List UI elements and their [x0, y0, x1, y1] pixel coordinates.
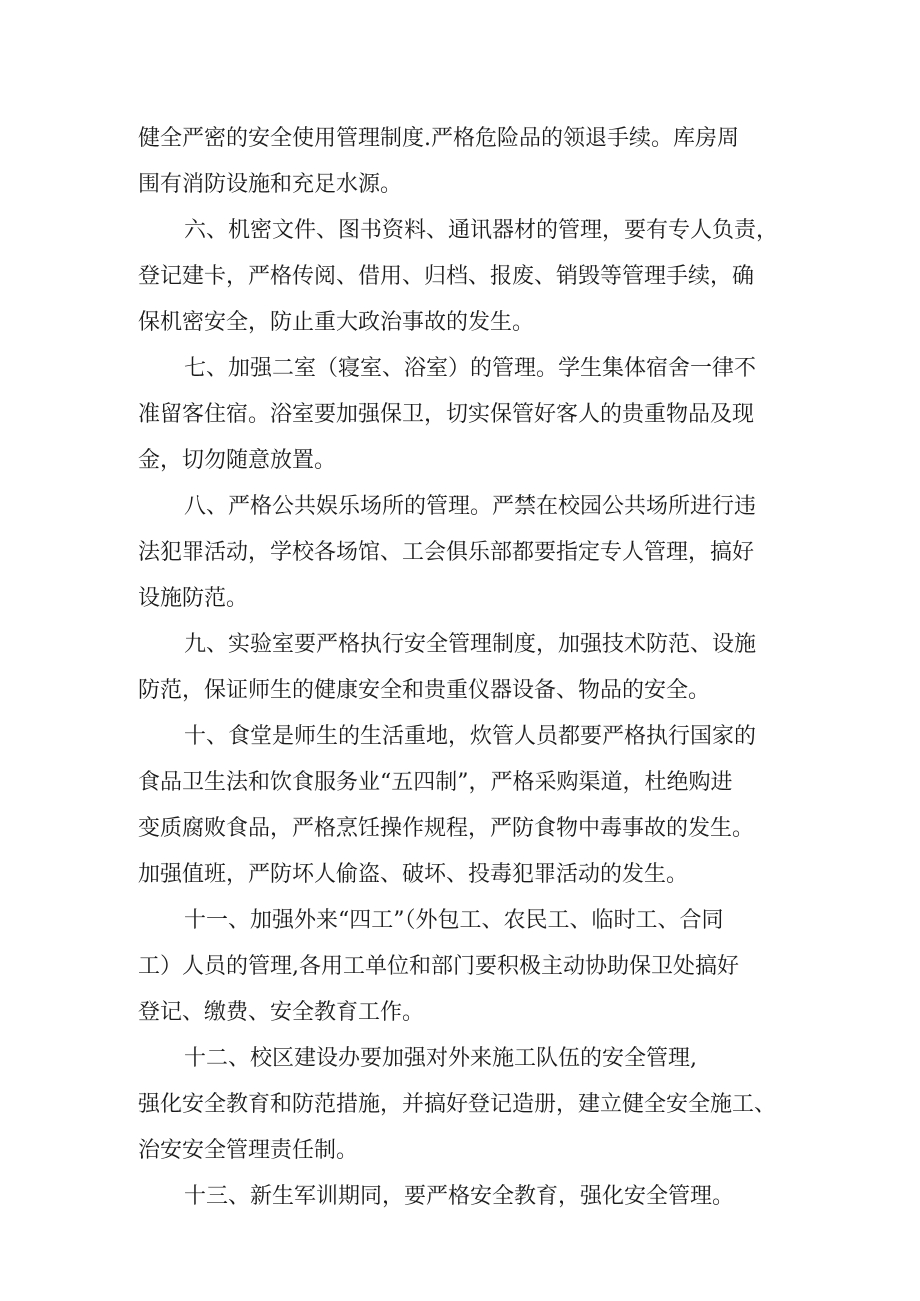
paragraph-2: [138, 346, 798, 484]
paragraph-8: [138, 1174, 798, 1220]
text-line: 八、严格公共娱乐场所的管理。严禁在校园公共场所进行违: [184, 494, 757, 519]
paragraph-3: [138, 484, 798, 622]
text-line: 变质腐败食品，严格烹饪操作规程，严防食物中毒事故的发生。: [138, 816, 755, 841]
paragraph-7: [138, 1036, 798, 1174]
text-line: 六、机密文件、图书资料、通讯器材的管理，要有专人负责，: [184, 218, 779, 243]
text-line: 金，切勿随意放置。: [138, 448, 337, 473]
paragraph-4: [138, 622, 798, 714]
text-line: 治安安全管理责任制。: [138, 1138, 359, 1163]
text-line: 登记、缴费、安全教育工作。: [138, 1000, 425, 1025]
text-line: 法犯罪活动，学校各场馆、工会俱乐部都要指定专人管理，搞好: [138, 540, 755, 565]
text-line: 九、实验室要严格执行安全管理制度，加强技术防范、设施: [184, 632, 757, 657]
paragraph-5: [138, 714, 798, 898]
text-line: 健全严密的安全使用管理制度.严格危险品的领退手续。库房周: [138, 126, 739, 151]
paragraph-1: [138, 208, 798, 346]
text-line: 加强值班，严防坏人偷盗、破坏、投毒犯罪活动的发生。: [138, 862, 689, 887]
text-line: 七、加强二室（寝室、浴室）的管理。学生集体宿舍一律不: [184, 356, 757, 381]
text-line: 十三、新生军训期同，要严格安全教育，强化安全管理。: [184, 1184, 735, 1209]
text-line: 围有消防设施和充足水源。: [138, 172, 403, 197]
paragraph-0: [138, 116, 798, 208]
paragraph-6: [138, 898, 798, 1036]
text-line: 设施防范。: [138, 586, 249, 611]
text-line: 准留客住宿。浴室要加强保卫，切实保管好客人的贵重物品及现: [138, 402, 755, 427]
text-line: 十一、加强外来“四工”（外包工、农民工、临时工、合同: [184, 908, 724, 933]
text-line: 工）人员的管理,各用工单位和部门要积极主动协助保卫处搞好: [138, 954, 739, 979]
text-line: 保机密安全，防止重大政治事故的发生。: [138, 310, 535, 335]
text-line: 登记建卡，严格传阅、借用、归档、报废、销毁等管理手续，确: [138, 264, 755, 289]
text-line: 十、食堂是师生的生活重地，炊管人员都要严格执行国家的: [184, 724, 757, 749]
text-line: 防范，保证师生的健康安全和贵重仪器设备、物品的安全。: [138, 678, 711, 703]
document-body: [138, 116, 798, 1220]
text-line: 强化安全教育和防范措施，并搞好登记造册，建立健全安全施工、: [138, 1092, 777, 1117]
text-line: 食品卫生法和饮食服务业“五四制”，严格采购渠道，杜绝购进: [138, 770, 733, 795]
text-line: 十二、校区建设办要加强对外来施工队伍的安全管理,: [184, 1046, 697, 1071]
